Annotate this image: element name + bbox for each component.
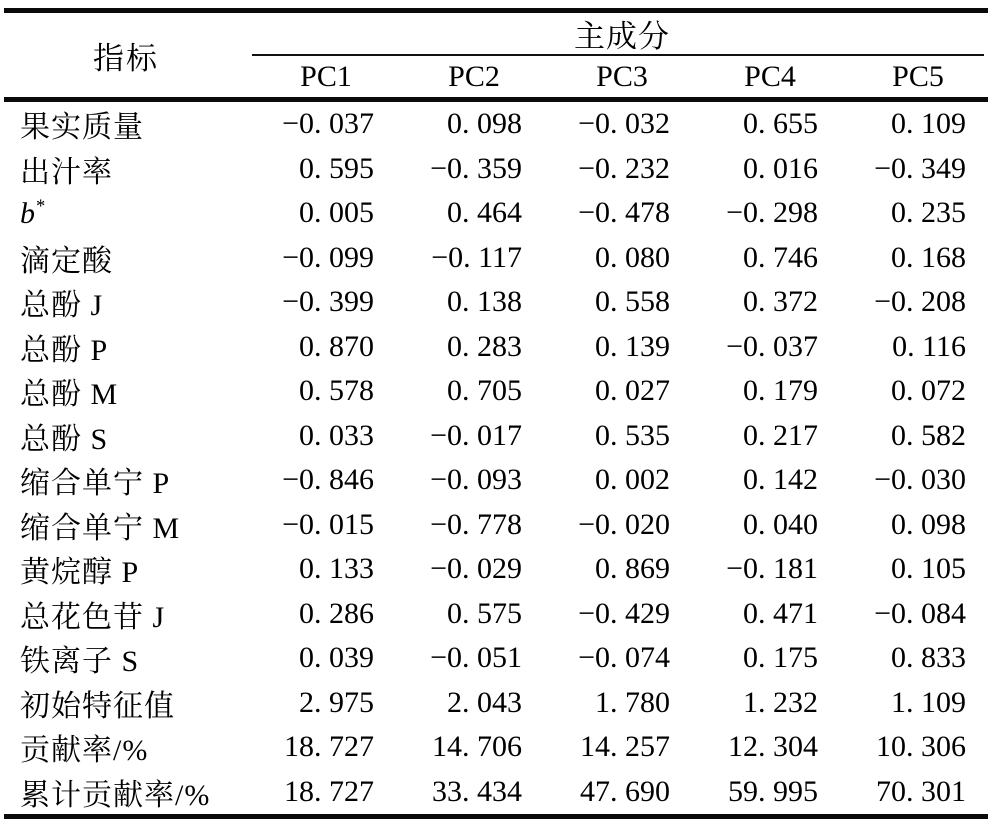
- table-row: [0, 191, 992, 236]
- value-cell: −0. 015: [282, 507, 374, 541]
- table-row: [0, 369, 992, 414]
- column-header-pc2: PC2: [448, 59, 500, 93]
- table-row: [0, 147, 992, 192]
- value-cell: 0. 098: [891, 507, 966, 541]
- value-cell: 1. 780: [595, 685, 670, 719]
- value-cell: 0. 286: [299, 596, 374, 630]
- value-cell: 0. 080: [595, 240, 670, 274]
- value-cell: −0. 099: [282, 240, 374, 274]
- value-cell: 18. 727: [284, 774, 374, 808]
- row-label: 累计贡献率/%: [20, 778, 211, 812]
- value-cell: −0. 037: [282, 107, 374, 141]
- value-cell: −0. 208: [874, 285, 966, 319]
- row-label: 初始特征值: [20, 689, 175, 723]
- value-cell: 0. 116: [892, 329, 966, 363]
- value-cell: 0. 558: [595, 285, 670, 319]
- row-label: 铁离子 S: [20, 645, 140, 679]
- value-cell: 0. 139: [595, 329, 670, 363]
- row-label: 总酚 P: [20, 333, 109, 367]
- row-label: 缩合单宁 M: [20, 511, 181, 545]
- value-cell: 2. 975: [299, 685, 374, 719]
- column-header-pc1: PC1: [300, 59, 352, 93]
- value-cell: 0. 027: [595, 374, 670, 408]
- column-header-pc4: PC4: [744, 59, 796, 93]
- value-cell: 0. 002: [595, 463, 670, 497]
- table-row: [0, 458, 992, 503]
- table-row: [0, 770, 992, 815]
- value-cell: −0. 846: [282, 463, 374, 497]
- value-cell: −0. 181: [726, 552, 818, 586]
- pc-header-row: [252, 56, 992, 97]
- table-row: [0, 725, 992, 770]
- table-row: [0, 102, 992, 147]
- value-cell: 70. 301: [876, 774, 966, 808]
- value-cell: 14. 706: [432, 730, 522, 764]
- table-bottom-rule: [4, 814, 988, 819]
- value-cell: −0. 778: [430, 507, 522, 541]
- table-row: [0, 547, 992, 592]
- row-label: 总酚 M: [20, 378, 119, 412]
- value-cell: 10. 306: [876, 730, 966, 764]
- value-cell: −0. 029: [430, 552, 522, 586]
- column-header-pc5: PC5: [892, 59, 944, 93]
- value-cell: 0. 535: [595, 418, 670, 452]
- row-label: 缩合单宁 P: [20, 467, 171, 501]
- value-cell: 1. 109: [891, 685, 966, 719]
- value-cell: 0. 833: [891, 641, 966, 675]
- value-cell: 0. 870: [299, 329, 374, 363]
- value-cell: 0. 705: [447, 374, 522, 408]
- row-label: 黄烷醇 P: [20, 556, 140, 590]
- table-row: [0, 236, 992, 281]
- row-label: 果实质量: [20, 111, 144, 145]
- value-cell: 0. 138: [447, 285, 522, 319]
- value-cell: 0. 098: [447, 107, 522, 141]
- pca-results-table: [0, 8, 992, 819]
- value-cell: 0. 464: [447, 196, 522, 230]
- value-cell: 1. 232: [743, 685, 818, 719]
- value-cell: 0. 655: [743, 107, 818, 141]
- value-cell: 0. 372: [743, 285, 818, 319]
- value-cell: 0. 039: [299, 641, 374, 675]
- row-label: 总花色苷 J: [20, 600, 166, 634]
- principal-components-header-group: [252, 13, 992, 97]
- value-cell: 0. 033: [299, 418, 374, 452]
- value-cell: 0. 105: [891, 552, 966, 586]
- row-label: 总酚 J: [20, 289, 104, 323]
- row-label: 滴定酸: [20, 244, 113, 278]
- value-cell: 0. 175: [743, 641, 818, 675]
- value-cell: −0. 020: [578, 507, 670, 541]
- table-body: [0, 102, 992, 814]
- value-cell: 0. 595: [299, 151, 374, 185]
- value-cell: 0. 133: [299, 552, 374, 586]
- value-cell: 0. 235: [891, 196, 966, 230]
- stub-column-header: 指标: [93, 40, 159, 76]
- value-cell: 0. 072: [891, 374, 966, 408]
- value-cell: 0. 142: [743, 463, 818, 497]
- value-cell: −0. 349: [874, 151, 966, 185]
- row-label: 贡献率/%: [20, 734, 149, 768]
- value-cell: 0. 040: [743, 507, 818, 541]
- group-header-principal-components: 主成分: [574, 19, 670, 54]
- value-cell: 2. 043: [447, 685, 522, 719]
- table-row: [0, 503, 992, 548]
- row-label: b*: [20, 195, 46, 230]
- value-cell: 59. 995: [728, 774, 818, 808]
- table-row: [0, 681, 992, 726]
- value-cell: −0. 093: [430, 463, 522, 497]
- value-cell: 33. 434: [432, 774, 522, 808]
- value-cell: −0. 429: [578, 596, 670, 630]
- table-row: [0, 636, 992, 681]
- value-cell: −0. 037: [726, 329, 818, 363]
- value-cell: 0. 575: [447, 596, 522, 630]
- table-row: [0, 592, 992, 637]
- value-cell: 0. 582: [891, 418, 966, 452]
- value-cell: −0. 399: [282, 285, 374, 319]
- value-cell: −0. 032: [578, 107, 670, 141]
- value-cell: −0. 084: [874, 596, 966, 630]
- value-cell: 0. 016: [743, 151, 818, 185]
- value-cell: −0. 478: [578, 196, 670, 230]
- value-cell: 0. 869: [595, 552, 670, 586]
- value-cell: −0. 117: [431, 240, 522, 274]
- value-cell: 0. 283: [447, 329, 522, 363]
- value-cell: −0. 359: [430, 151, 522, 185]
- value-cell: −0. 017: [430, 418, 522, 452]
- value-cell: 0. 109: [891, 107, 966, 141]
- column-header-pc3: PC3: [596, 59, 648, 93]
- value-cell: 12. 304: [728, 730, 818, 764]
- value-cell: 14. 257: [580, 730, 670, 764]
- value-cell: 0. 471: [743, 596, 818, 630]
- value-cell: −0. 051: [430, 641, 522, 675]
- value-cell: −0. 030: [874, 463, 966, 497]
- value-cell: −0. 298: [726, 196, 818, 230]
- value-cell: −0. 232: [578, 151, 670, 185]
- value-cell: 18. 727: [284, 730, 374, 764]
- table-header: [0, 13, 992, 97]
- value-cell: −0. 074: [578, 641, 670, 675]
- value-cell: 0. 179: [743, 374, 818, 408]
- value-cell: 0. 005: [299, 196, 374, 230]
- table-row: [0, 325, 992, 370]
- row-label: 总酚 S: [20, 422, 109, 456]
- table-row: [0, 280, 992, 325]
- value-cell: 0. 746: [743, 240, 818, 274]
- value-cell: 0. 578: [299, 374, 374, 408]
- value-cell: 0. 168: [891, 240, 966, 274]
- row-label: 出汁率: [20, 155, 113, 189]
- value-cell: 47. 690: [580, 774, 670, 808]
- table-row: [0, 414, 992, 459]
- value-cell: 0. 217: [743, 418, 818, 452]
